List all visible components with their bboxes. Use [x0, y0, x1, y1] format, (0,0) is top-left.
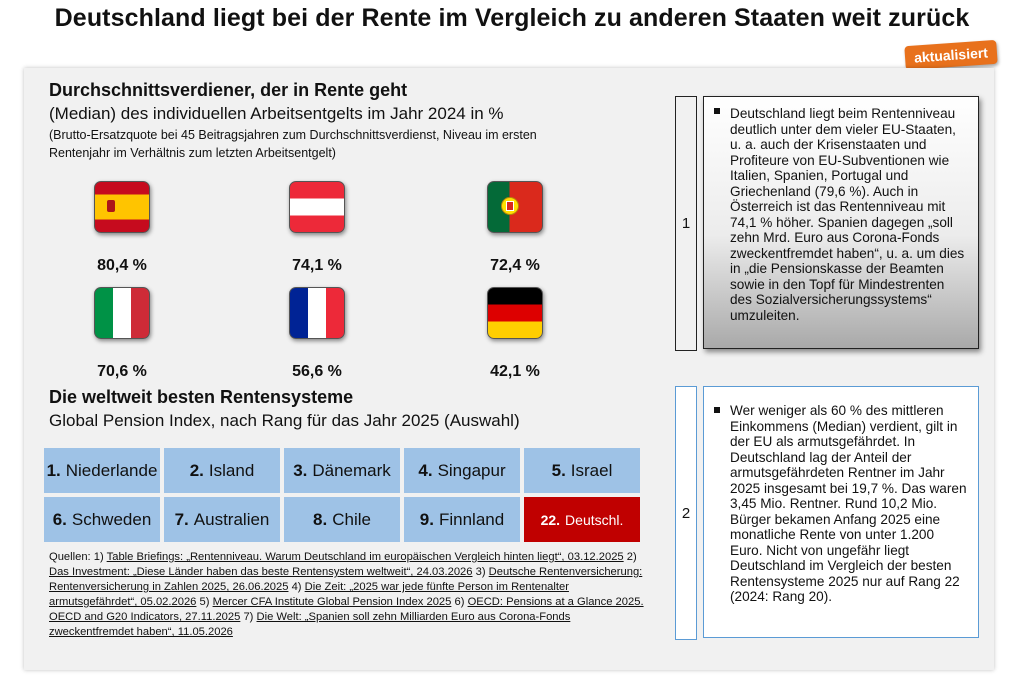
ranking-cell [524, 448, 640, 493]
box1-callout [703, 96, 979, 349]
bullet-icon [714, 407, 720, 413]
austria-value: 74,1 % [292, 257, 342, 274]
section1-subtitle: (Median) des individuellen Arbeitsentgelts im Jahr 2024 in % [49, 104, 504, 123]
country-portugal [460, 181, 570, 275]
rank-number: 6. [52, 509, 67, 529]
rank-country: Israel [570, 460, 613, 480]
box2-text: Wer weniger als 60 % des mittleren Einkommens (Median) verdient, gilt in der EU als armutsgefährdet. In Deutschland lag der Anteil der armutsgefährdeten Rentner im Jahr 2025 insgesamt bei 19,7 %. Das waren 3,45 Mio. Rentner. Rund 10,2 Mio. Bürger bekamen Anfang 2025 eine monatliche Rente von unter 1.200 Euro. Nicht von ungefähr liegt Deutschland im Vergleich der besten Rentensysteme 2025 nur auf Rang 22 (2024: Rang 20). [730, 403, 967, 604]
rank-number: 2. [189, 460, 204, 480]
section1-note-line1: (Brutto-Ersatzquote bei 45 Beitragsjahren zum Durchschnittsverdienst, Niveau im ersten [49, 128, 537, 142]
rank-country: Niederlande [65, 460, 158, 480]
country-italy [67, 287, 177, 381]
page-title: Deutschland liegt bei der Rente im Vergleich zu anderen Staaten weit zurück [54, 4, 970, 32]
box1-number: 1 [675, 96, 697, 351]
rank-country: Schweden [71, 509, 152, 529]
italy-value: 70,6 % [97, 363, 147, 380]
italy-flag-icon [94, 287, 150, 339]
ranking-cell-germany [524, 497, 640, 542]
germany-flag-icon [487, 287, 543, 339]
ranking-cell [404, 448, 520, 493]
source-link-5[interactable]: Mercer CFA Institute Global Pension Index 2025 [212, 596, 452, 608]
country-spain [67, 181, 177, 275]
box2-number: 2 [675, 386, 697, 640]
source-link-7[interactable]: Die Welt: „Spanien soll zehn Milliarden Euro aus Corona-Fonds zweckentfremdet haben“, 11.05.2026 [49, 611, 571, 638]
ranking-cell [284, 448, 400, 493]
rank-number: 1. [46, 460, 61, 480]
france-flag-icon [289, 287, 345, 339]
ranking-cell [164, 448, 280, 493]
rank-country: Dänemark [312, 460, 391, 480]
rank-country: Australien [193, 509, 270, 529]
rank-country: Island [208, 460, 255, 480]
source-link-2[interactable]: Das Investment: „Diese Länder haben das beste Rentensystem weltweit“, 24.03.2026 [49, 566, 473, 578]
source-link-1[interactable]: Table Briefings: „Rentenniveau. Warum Deutschland im europäischen Vergleich hinten liegt“, 03.12.2025 [106, 551, 624, 563]
ranking-cell [404, 497, 520, 542]
source-sep: 3) [472, 566, 489, 578]
rank-country: Chile [332, 509, 371, 529]
rank-number: 3. [293, 460, 308, 480]
portugal-flag-icon [487, 181, 543, 233]
spain-value: 80,4 % [97, 257, 147, 274]
rank-country: Finnland [438, 509, 505, 529]
portugal-value: 72,4 % [490, 257, 540, 274]
box2-callout [703, 386, 979, 638]
source-sep: 4) [288, 581, 305, 593]
source-sep: 6) [451, 596, 468, 608]
ranking-cell [284, 497, 400, 542]
section1-note-line2: Rentenjahr im Verhältnis zum letzten Arbeitsentgelt) [49, 146, 336, 160]
country-austria [262, 181, 372, 275]
france-value: 56,6 % [292, 363, 342, 380]
box1-text: Deutschland liegt beim Rentenniveau deutlich unter dem vieler EU-Staaten, u. a. auch der Krisenstaaten und Profiteure von EU-Subventionen wie Italien, Spanien, Portugal und Griechenland (79,6 %). Auch in Österreich ist das Rentenniveau mit 74,1 % höher. Spanien dagegen „soll zehn Mrd. Euro aus Corona-Fonds zweckentfremdet haben“, u. a. um dies in „die Pensionskasse der Beamten sowie in den Topf für Mindestrenten des Sozialversicherungssystems“ umzuleiten. [730, 106, 965, 323]
ranking-cell [44, 448, 160, 493]
source-link-3[interactable]: Deutsche Rentenversicherung: Rentenversicherung in Zahlen 2025, 26.06.2025 [49, 566, 643, 593]
country-germany [460, 287, 570, 381]
austria-flag-icon [289, 181, 345, 233]
germany-value: 42,1 % [490, 363, 540, 380]
rank-country: Deutschl. [565, 511, 624, 528]
rank-country: Singapur [437, 460, 506, 480]
country-france [262, 287, 372, 381]
source-sep: 7) [240, 611, 257, 623]
section2-title: Die weltweit besten Rentensysteme [49, 387, 354, 407]
updated-badge: aktualisiert [904, 40, 997, 70]
spain-flag-icon [94, 181, 150, 233]
rank-number: 7. [174, 509, 189, 529]
section1-title: Durchschnittsverdiener, der in Rente geht [49, 80, 408, 100]
source-link-4[interactable]: Die Zeit: „2025 war jede fünfte Person im Rentenalter armutsgefährdet“, 05.02.2026 [49, 581, 569, 608]
rank-number: 8. [313, 509, 328, 529]
rank-number: 5. [551, 460, 566, 480]
rank-number: 4. [418, 460, 433, 480]
ranking-cell [164, 497, 280, 542]
rank-number: 9. [419, 509, 434, 529]
ranking-grid [44, 448, 640, 542]
sources [49, 550, 649, 640]
section2-subtitle: Global Pension Index, nach Rang für das Jahr 2025 (Auswahl) [49, 411, 520, 430]
source-sep: 5) [196, 596, 213, 608]
bullet-icon [714, 108, 720, 114]
rank-number: 22. [540, 511, 561, 528]
sources-prefix: Quellen: 1) [49, 551, 107, 563]
source-sep: 2) [623, 551, 637, 563]
ranking-cell [44, 497, 160, 542]
source-link-6[interactable]: OECD: Pensions at a Glance 2025. OECD and G20 Indicators, 27.11.2025 [49, 596, 644, 623]
